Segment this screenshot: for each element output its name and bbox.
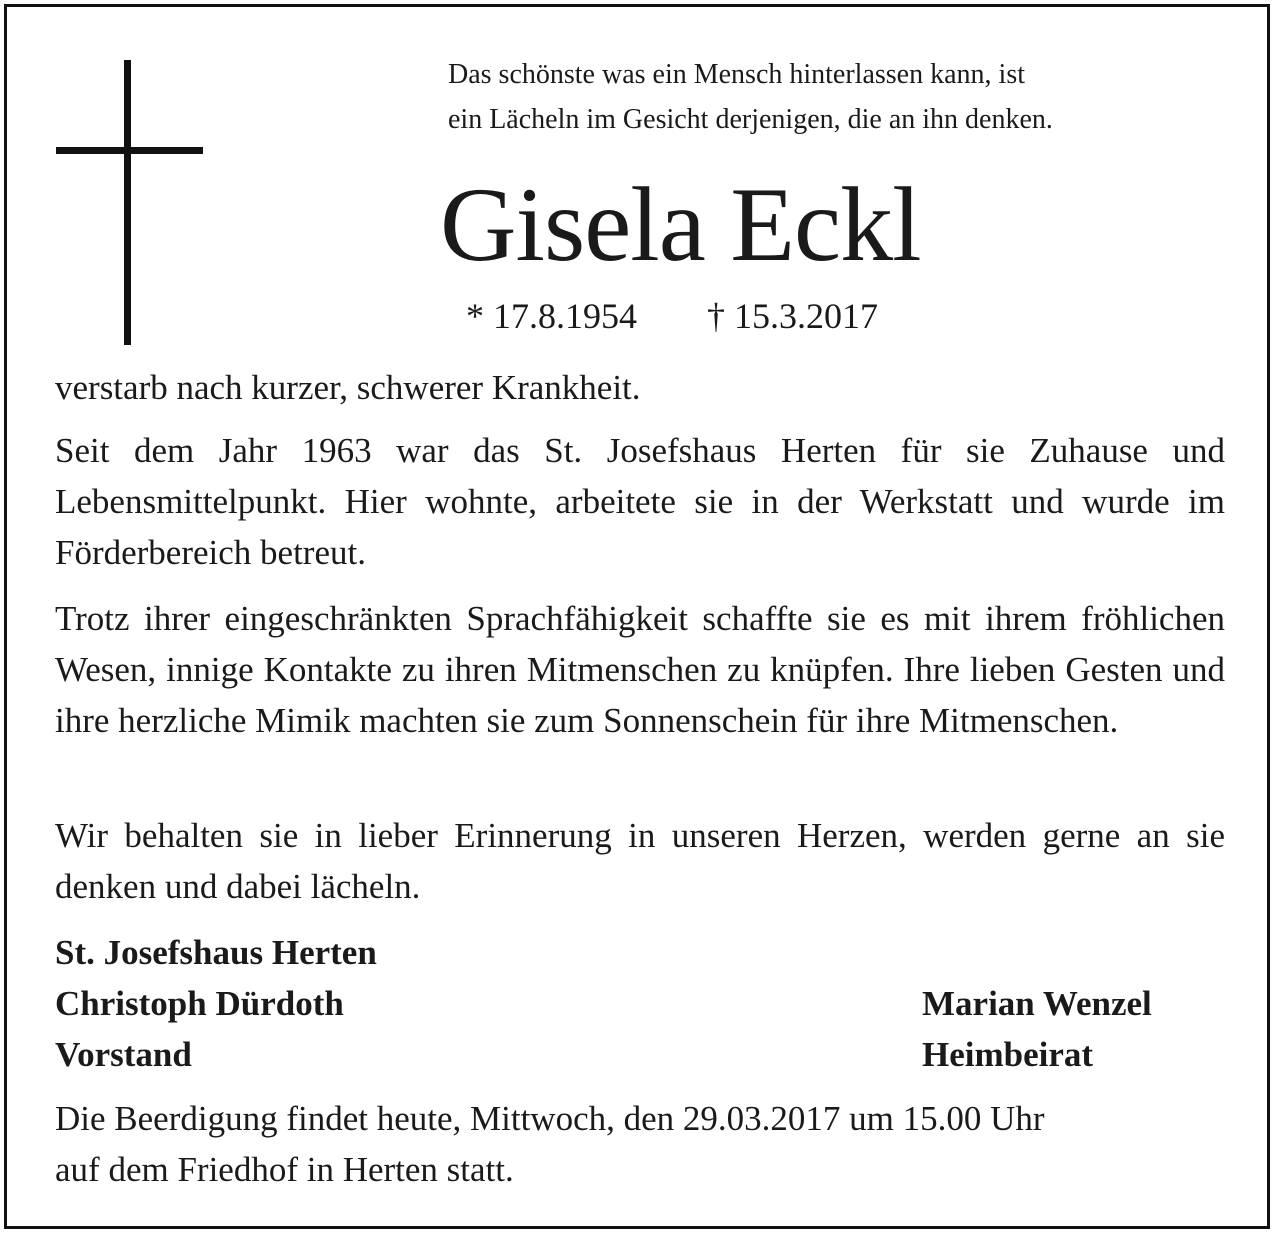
birth-date: * 17.8.1954 (466, 296, 637, 336)
cross-vertical-bar (124, 60, 131, 345)
funeral-line: auf dem Friedhof in Herten statt. (55, 1150, 514, 1189)
signer-name: Marian Wenzel (922, 984, 1152, 1023)
motto-line: ein Lächeln im Gesicht derjenigen, die an ihn denken. (448, 104, 1053, 135)
death-date: † 15.3.2017 (707, 296, 878, 336)
paragraph-tribute: Trotz ihrer eingeschränkten Sprachfähigkeit schaffte sie es mit ihrem fröhlichen Wesen, innige Kontakte zu ihren Mitmenschen zu knüpfen. Ihre lieben Gesten und ihre herzliche Mimik machten sie zum Sonnenschein für ihre Mitmenschen. (55, 599, 1225, 740)
signature-right (922, 978, 1152, 1080)
signature-left (55, 927, 377, 1080)
paragraph-remembrance: Wir behalten sie in lieber Erinnerung in unseren Herzen, werden gerne an sie denken und dabei lächeln. (55, 816, 1225, 906)
signer-role: Vorstand (55, 1035, 192, 1074)
funeral-line: Die Beerdigung findet heute, Mittwoch, den 29.03.2017 um 15.00 Uhr (55, 1099, 1045, 1138)
cross-horizontal-bar (56, 147, 203, 154)
paragraph-death-notice: verstarb nach kurzer, schwerer Krankheit. (55, 368, 641, 407)
deceased-name: Gisela Eckl (440, 166, 921, 283)
funeral-info (55, 1093, 1225, 1195)
signer-name: Christoph Dürdoth (55, 984, 344, 1023)
motto-line: Das schönste was ein Mensch hinterlassen kann, ist (448, 59, 1025, 90)
life-dates (466, 292, 878, 340)
signer-role: Heimbeirat (922, 1035, 1094, 1074)
motto-quote (448, 52, 1238, 142)
organization-name: St. Josefshaus Herten (55, 933, 377, 972)
paragraph-biography: Seit dem Jahr 1963 war das St. Josefshaus Herten für sie Zuhause und Lebensmittelpunkt. Hier wohnte, arbeitete sie in der Werkstatt und wurde im Förderbereich betreut. (55, 431, 1225, 572)
